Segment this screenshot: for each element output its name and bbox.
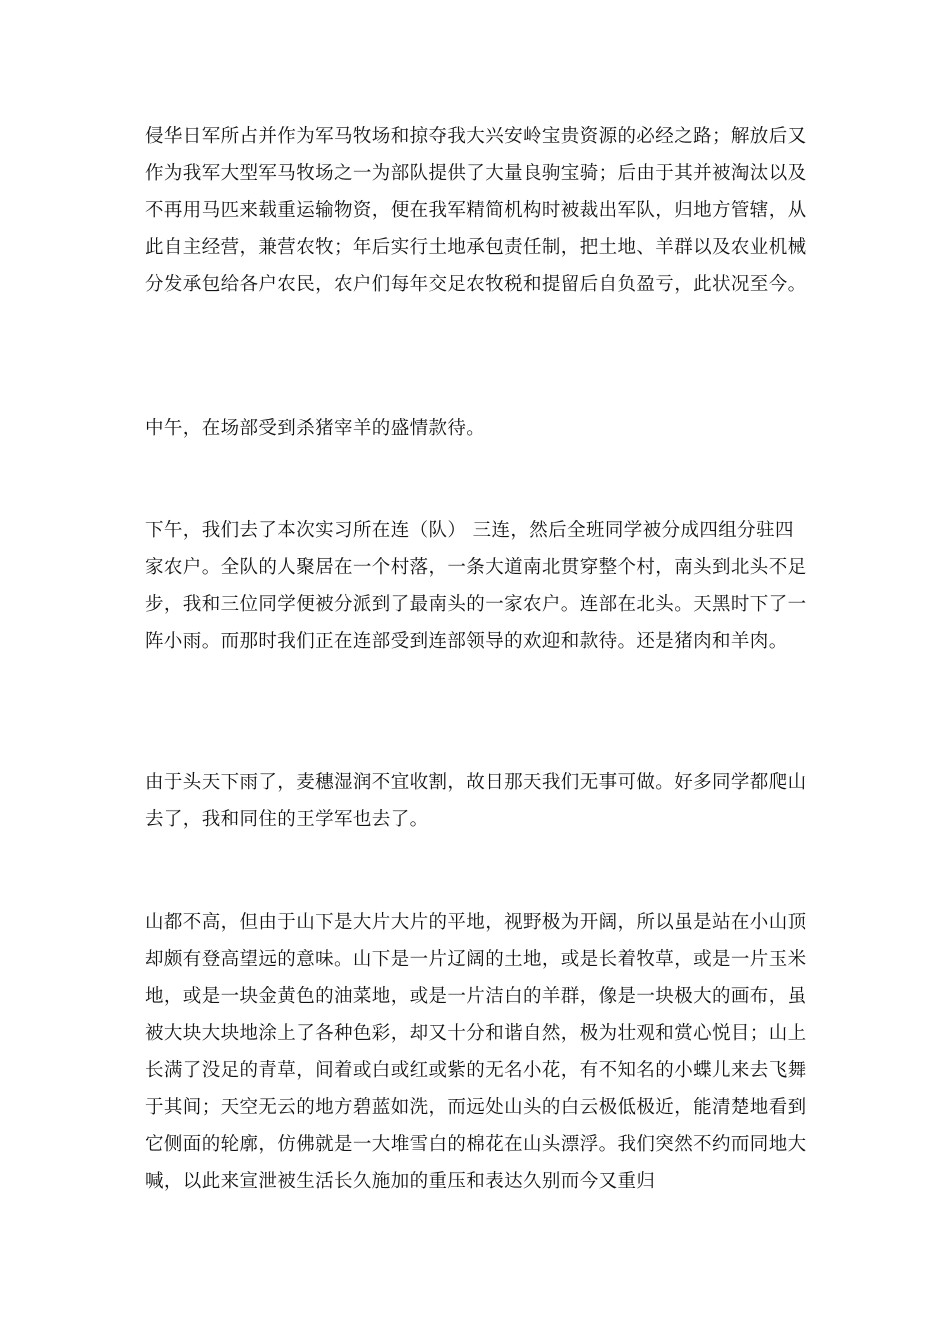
paragraph-junma-history: 侵华日军所占并作为军马牧场和掠夺我大兴安岭宝贵资源的必经之路；解放后又作为我军大型军马牧场之一为部队提供了大量良驹宝骑；后由于其并被淘汰以及不再用马匹来载重运输物资，便在我军精简机构时被裁出军队，归地方管辖，从此自主经营，兼营农牧；年后实行土地承包责任制，把土地、羊群以及农业机械分发承包给各户农民，农户们每年交足农牧税和提留后自负盈亏，此状况至今。 — [145, 126, 807, 295]
paragraph-noon: 中午，在场部受到杀猪宰羊的盛情款待。 — [145, 418, 486, 439]
paragraph-mountain: 山都不高，但由于山下是大片大片的平地，视野极为开阔，所以虽是站在小山顶却颇有登高望远的意味。山下是一片辽阔的土地，或是长着牧草，或是一片玉米地，或是一块金黄色的油菜地，或是一片洁白的羊群，像是一块极大的画布，虽被大块大块地涂上了各种色彩，却又十分和谐自然，极为壮观和赏心悦目；山上长满了没足的青草，间着或白或红或紫的无名小花，有不知名的小蝶儿来去飞舞于其间；天空无云的地方碧蓝如洗，而远处山头的白云极低极近，能清楚地看到它侧面的轮廓，仿佛就是一大堆雪白的棉花在山头漂浮。我们突然不约而同地大喊，以此来宣泄被生活长久施加的重压和表达久别而今又重归 — [145, 912, 807, 1192]
paragraph-afternoon: 下午，我们去了本次实习所在连（队） 三连，然后全班同学被分成四组分驻四家农户。全队的人聚居在一个村落，一条大道南北贯穿整个村，南头到北头不足步，我和三位同学便被分派到了最南头的一家农户。连部在北头。天黑时下了一阵小雨。而那时我们正在连部受到连部领导的欢迎和款待。还是猪肉和羊肉。 — [145, 520, 807, 652]
paragraph-rain-day: 由于头天下雨了，麦穗湿润不宜收割，故日那天我们无事可做。好多同学都爬山去了，我和同住的王学军也去了。 — [145, 772, 807, 830]
